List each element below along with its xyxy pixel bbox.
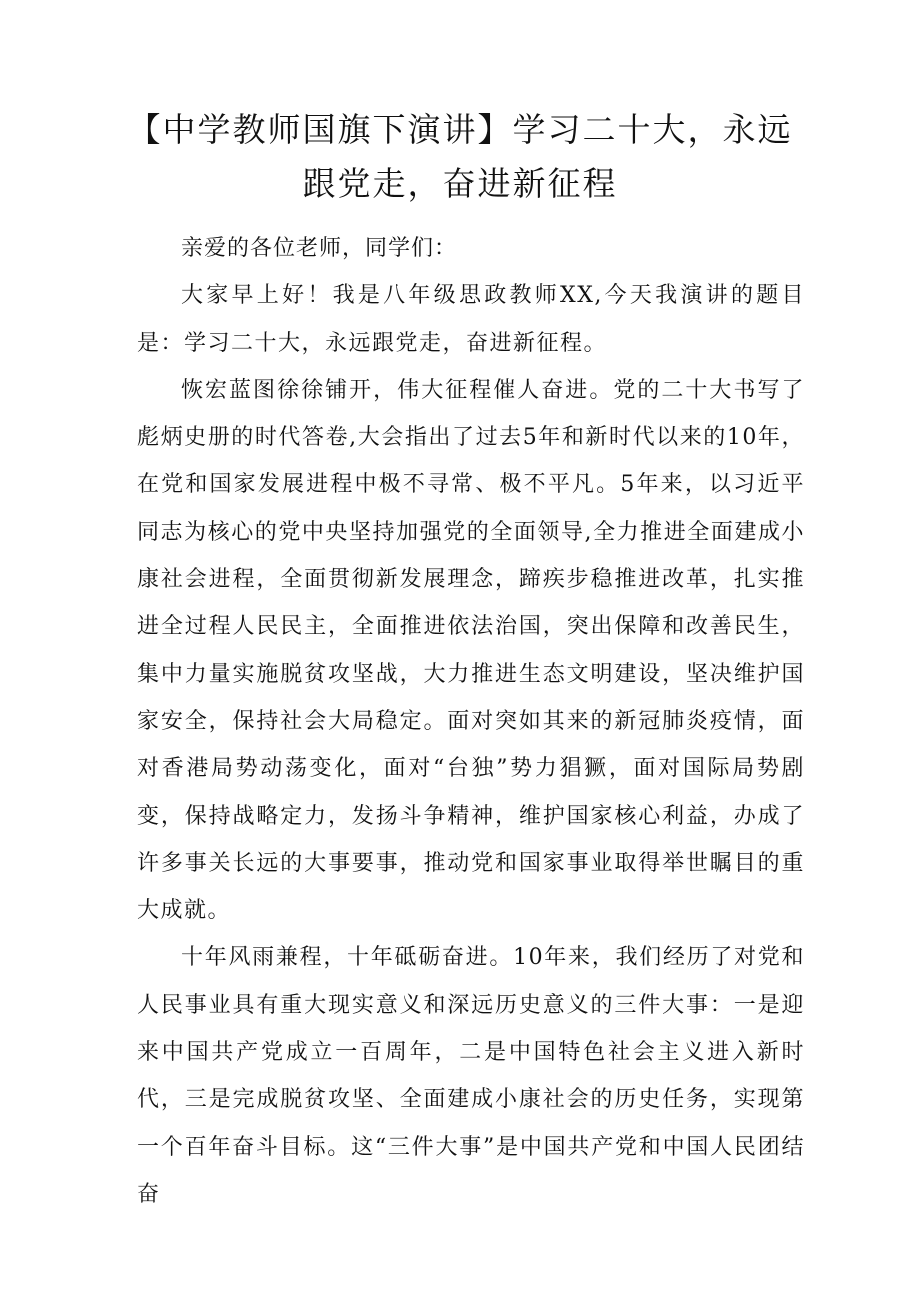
greeting-paragraph: 大家早上好！我是八年级思政教师XX,今天我演讲的题目是：学习二十大，永远跟党走，奋进新征程。 [137,283,805,356]
salutation-paragraph: 亲爱的各位老师，同学们： [181,236,458,261]
body-paragraph: 十年风雨兼程，十年砥砺奋进。10年来，我们经历了对党和人民事业具有重大现实意义和深远历史意义的三件大事：一是迎来中国共产党成立一百周年，二是中国特色社会主义进入新时代，三是完成脱贫攻坚、全面建成小康社会的历史任务，实现第一个百年奋斗目标。这“三件大事”是中国共产党和中国人民团结奋 [137,945,805,1207]
document-title: 【中学教师国旗下演讲】学习二十大，永远跟党走，奋进新征程 [127,110,793,203]
body-paragraph: 恢宏蓝图徐徐铺开，伟大征程催人奋进。党的二十大书写了彪炳史册的时代答卷,大会指出了过去5年和新时代以来的10年，在党和国家发展进程中极不寻常、极不平凡。5年来，以习近平同志为核心的党中央坚持加强党的全面领导,全力推进全面建成小康社会进程，全面贯彻新发展理念，蹄疾步稳推进改革，扎实推进全过程人民民主，全面推进依法治国，突出保障和改善民生，集中力量实施脱贫攻坚战，大力推进生态文明建设，坚决维护国家安全，保持社会大局稳定。面对突如其来的新冠肺炎疫情，面对香港局势动荡变化，面对“台独”势力猖獗，面对国际局势剧变，保持战略定力，发扬斗争精神，维护国家核心利益，办成了许多事关长远的大事要事，推动党和国家事业取得举世瞩目的重大成就。 [137,377,805,924]
document-body [137,225,805,1218]
